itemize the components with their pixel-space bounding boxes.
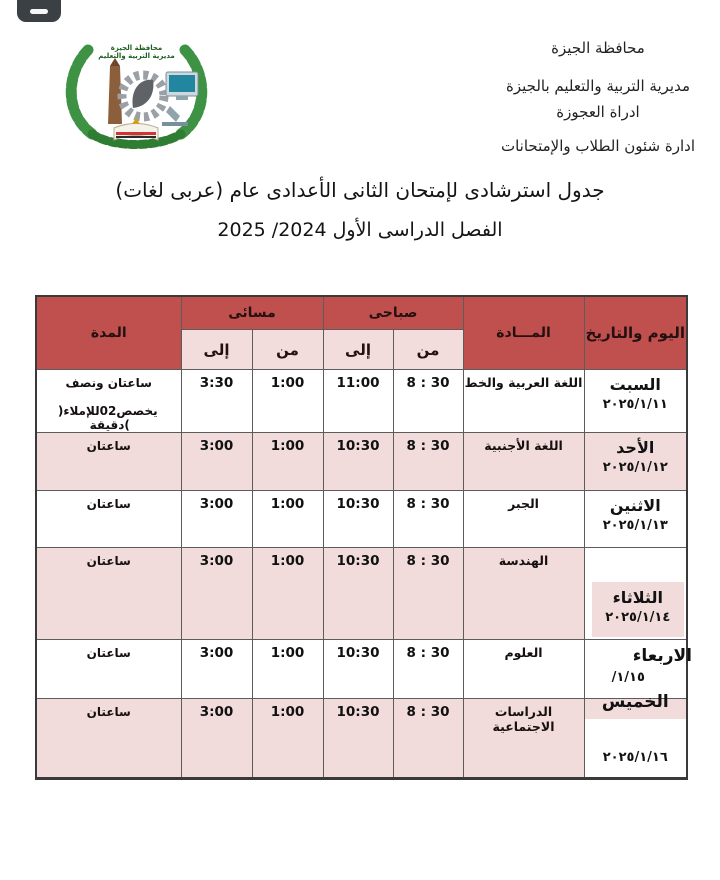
minimize-icon xyxy=(30,9,48,14)
letterhead-directorate: مديرية التربية والتعليم بالجيزة xyxy=(505,77,691,95)
table-row-sunday xyxy=(36,433,687,491)
day-date: /١/١٥ xyxy=(611,670,645,685)
table-row-saturday xyxy=(36,370,687,433)
morning-from-cell: 8 : 30 xyxy=(393,699,463,779)
table-row-thursday xyxy=(36,699,687,779)
day-name: الاثنين xyxy=(609,496,661,515)
day-date: ٢٠٢٥/١/١٢ xyxy=(602,460,668,475)
subject-cell: اللغة العربية والخط xyxy=(463,370,584,433)
logo-caption-line2: مديرية التربية والتعليم xyxy=(98,52,175,60)
day-date-cell xyxy=(584,692,687,779)
col-header-evening-from: من xyxy=(252,330,323,370)
day-name: الخميس xyxy=(601,692,669,712)
morning-to-cell: 10:30 xyxy=(323,433,393,491)
letterhead-student-affairs: ادارة شئون الطلاب والإمتحانات xyxy=(500,137,696,155)
exam-schedule-table xyxy=(35,295,693,780)
morning-to-cell: 10:30 xyxy=(323,699,393,779)
day-date-inset-block xyxy=(592,582,685,637)
evening-to-cell: 3:30 xyxy=(181,370,252,433)
note-open-paren: ) xyxy=(57,404,64,418)
letterhead-administration: ادراة العجوزة xyxy=(556,103,640,121)
col-header-evening-to: إلى xyxy=(181,330,252,370)
morning-from-cell: 8 : 30 xyxy=(393,433,463,491)
header-row-groups xyxy=(36,296,687,330)
logo-caption-line1: محافظة الجيزة xyxy=(110,44,163,52)
duration-cell: ساعتان xyxy=(36,699,181,779)
morning-from-cell: 8 : 30 xyxy=(393,491,463,548)
note-close-paren: ( xyxy=(124,418,130,432)
page-subtitle: الفصل الدراسى الأول 2024/ 2025 xyxy=(217,219,503,241)
day-name: الأحد xyxy=(616,438,655,457)
subject-cell: الهندسة xyxy=(463,548,584,640)
day-date: ٢٠٢٥/١/١٦ xyxy=(602,750,668,765)
logo-caption xyxy=(58,44,215,60)
evening-to-cell: 3:00 xyxy=(181,699,252,779)
day-date: ٢٠٢٥/١/١٤ xyxy=(605,610,671,625)
evening-from-cell: 1:00 xyxy=(252,370,323,433)
subject-cell: العلوم xyxy=(463,640,584,699)
evening-from-cell: 1:00 xyxy=(252,699,323,779)
col-header-evening: مسائى xyxy=(181,296,323,330)
subject-cell: الجبر xyxy=(463,491,584,548)
col-header-duration: المدة xyxy=(36,296,181,370)
duration-cell: ساعتان xyxy=(36,640,181,699)
duration-note xyxy=(37,404,181,432)
day-name: الاربعاء xyxy=(632,646,693,666)
day-name: الثلاثاء xyxy=(612,588,663,607)
morning-to-cell: 11:00 xyxy=(323,370,393,433)
letterhead-governorate: محافظة الجيزة xyxy=(551,39,645,57)
evening-from-cell: 1:00 xyxy=(252,640,323,699)
col-header-morning: صباحى xyxy=(323,296,463,330)
day-date-cell xyxy=(584,491,687,548)
subject-cell: اللغة الأجنبية xyxy=(463,433,584,491)
morning-from-cell: 8 : 30 xyxy=(393,640,463,699)
evening-to-cell: 3:00 xyxy=(181,640,252,699)
governorate-logo xyxy=(58,28,215,152)
duration-cell: ساعتان xyxy=(36,433,181,491)
day-date-cell xyxy=(584,548,687,640)
duration-text: ساعتان ونصف xyxy=(65,376,152,390)
evening-to-cell: 3:00 xyxy=(181,548,252,640)
day-date-cell xyxy=(584,370,687,433)
evening-to-cell: 3:00 xyxy=(181,433,252,491)
evening-from-cell: 1:00 xyxy=(252,548,323,640)
evening-to-cell: 3:00 xyxy=(181,491,252,548)
morning-from-cell: 8 : 30 xyxy=(393,370,463,433)
day-name: السبت xyxy=(609,375,661,394)
col-header-morning-to: إلى xyxy=(323,330,393,370)
table-row-wednesday xyxy=(36,640,687,699)
day-date: ٢٠٢٥/١/١٣ xyxy=(602,518,668,533)
col-header-morning-from: من xyxy=(393,330,463,370)
page-title: جدول استرشادى لإمتحان الثانى الأعدادى عام (عربى لغات) xyxy=(115,178,605,202)
note-text: يخصص02للإملاء دقيقة xyxy=(63,404,158,432)
subject-cell: الدراسات الاجتماعية xyxy=(463,699,584,779)
morning-to-cell: 10:30 xyxy=(323,548,393,640)
duration-cell: ساعتان xyxy=(36,548,181,640)
day-date: ٢٠٢٥/١/١١ xyxy=(602,397,668,412)
col-header-subject: المـــادة xyxy=(463,296,584,370)
morning-to-cell: 10:30 xyxy=(323,640,393,699)
letterhead xyxy=(438,38,720,156)
table-row-tuesday xyxy=(36,548,687,640)
evening-from-cell: 1:00 xyxy=(252,491,323,548)
minimize-button[interactable] xyxy=(17,0,61,22)
day-date-cell xyxy=(584,640,693,699)
morning-from-cell: 8 : 30 xyxy=(393,548,463,640)
day-date-cell xyxy=(584,433,687,491)
col-header-day-date: اليوم والتاريخ xyxy=(584,296,687,370)
morning-to-cell: 10:30 xyxy=(323,491,393,548)
duration-cell: ساعتان xyxy=(36,491,181,548)
evening-from-cell: 1:00 xyxy=(252,433,323,491)
duration-cell xyxy=(36,370,181,433)
table-row-monday xyxy=(36,491,687,548)
